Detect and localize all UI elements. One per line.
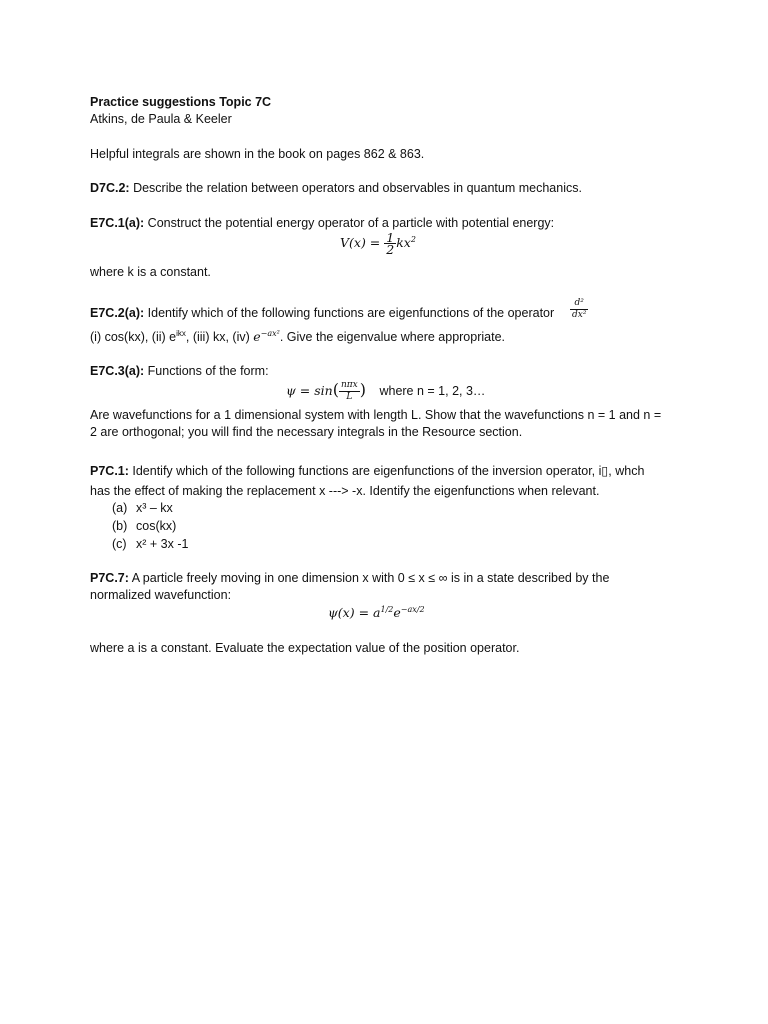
question-text: A particle freely moving in one dimension x with 0 ≤ x ≤ ∞ is in a state described by the <box>128 571 610 585</box>
question-p7c7-line2: normalized wavefunction: <box>90 588 232 602</box>
equation-rhs: kx <box>396 235 411 250</box>
question-label: E7C.1(a): <box>90 216 145 230</box>
fraction-denominator: L <box>346 392 353 403</box>
question-label: D7C.2: <box>90 181 130 195</box>
question-p7c7-note: where a is a constant. Evaluate the expectation value of the position operator. <box>90 641 520 655</box>
fraction-numerator: 1 <box>386 230 395 245</box>
question-text: Identify which of the following functions are eigenfunctions of the operator <box>144 306 555 320</box>
exponent: 1/2 <box>380 605 394 614</box>
question-p7c7 <box>90 570 609 586</box>
document-title: Practice suggestions Topic 7C <box>90 95 272 109</box>
operator-second-derivative <box>570 298 588 321</box>
exponent: ikx <box>176 329 186 338</box>
equation-lhs: V(x) = <box>340 235 385 250</box>
exponent: −ax/2 <box>400 605 425 614</box>
function-list-part: , (iii) kx, (iv) <box>185 330 254 344</box>
question-label: P7C.7: <box>90 571 129 585</box>
list-marker: (a) <box>112 501 128 515</box>
question-d7c2 <box>90 180 582 196</box>
list-item <box>112 518 176 534</box>
equation-lhs: ψ = sin <box>286 383 333 398</box>
question-p7c1 <box>90 463 644 479</box>
equation-exponential: e <box>393 605 401 620</box>
question-label: E7C.2(a): <box>90 306 145 320</box>
exponent: 2 <box>410 235 416 244</box>
fraction-numerator: d² <box>570 298 588 310</box>
fraction-denominator: 2 <box>386 242 395 257</box>
equation-normalized-wavefunction <box>328 605 425 620</box>
equation-potential-energy <box>340 232 416 255</box>
document-authors: Atkins, de Paula & Keeler <box>90 112 232 126</box>
question-text: Identify which of the following functions are eigenfunctions of the inversion operator, i▯, whch <box>128 464 645 478</box>
list-text: x² + 3x -1 <box>136 537 189 551</box>
list-marker: (c) <box>112 537 127 551</box>
intro-text: Helpful integrals are shown in the book on pages 862 & 863. <box>90 147 425 161</box>
list-item <box>112 536 188 552</box>
question-e7c1-note: where k is a constant. <box>90 265 211 279</box>
fraction <box>339 380 360 403</box>
equation-note: where n = 1, 2, 3… <box>379 384 486 398</box>
question-text: Functions of the form: <box>144 364 269 378</box>
question-p7c1-line2: has the effect of making the replacement x ---> -x. Identify the eigenfunctions when relevant. <box>90 484 600 498</box>
function-list-part: . Give the eigenvalue where appropriate. <box>279 330 505 344</box>
fraction-numerator: nπx <box>340 380 358 391</box>
question-text: Describe the relation between operators and observables in quantum mechanics. <box>129 181 582 195</box>
function-exponential: e <box>253 329 261 344</box>
equation-lhs: ψ(x) = a <box>328 605 381 620</box>
question-e7c3-body-line2: 2 are orthogonal; you will find the necessary integrals in the Resource section. <box>90 425 523 439</box>
list-text: x³ – kx <box>136 501 173 515</box>
question-e7c1 <box>90 215 554 231</box>
fraction <box>384 232 396 255</box>
question-e7c2 <box>90 305 554 321</box>
list-item <box>112 500 173 516</box>
equation-wavefunction: ψ = sin( $\frac{\text{nπx}}{L}$ ) where n = 1, 2, 3… <box>286 380 486 403</box>
fraction-denominator: dx² <box>572 310 587 320</box>
question-e7c3-body-line1: Are wavefunctions for a 1 dimensional system with length L. Show that the wavefunctions n = 1 and n = <box>90 408 662 422</box>
question-e7c3 <box>90 363 269 379</box>
question-e7c2-functions <box>90 329 505 345</box>
list-text: cos(kx) <box>136 519 177 533</box>
exponent: −ax² <box>260 329 280 338</box>
function-list-part: (i) cos(kx), (ii) e <box>90 330 177 344</box>
list-marker: (b) <box>112 519 128 533</box>
question-label: P7C.1: <box>90 464 129 478</box>
question-label: E7C.3(a): <box>90 364 145 378</box>
question-text: Construct the potential energy operator of a particle with potential energy: <box>144 216 555 230</box>
fraction <box>570 298 588 321</box>
